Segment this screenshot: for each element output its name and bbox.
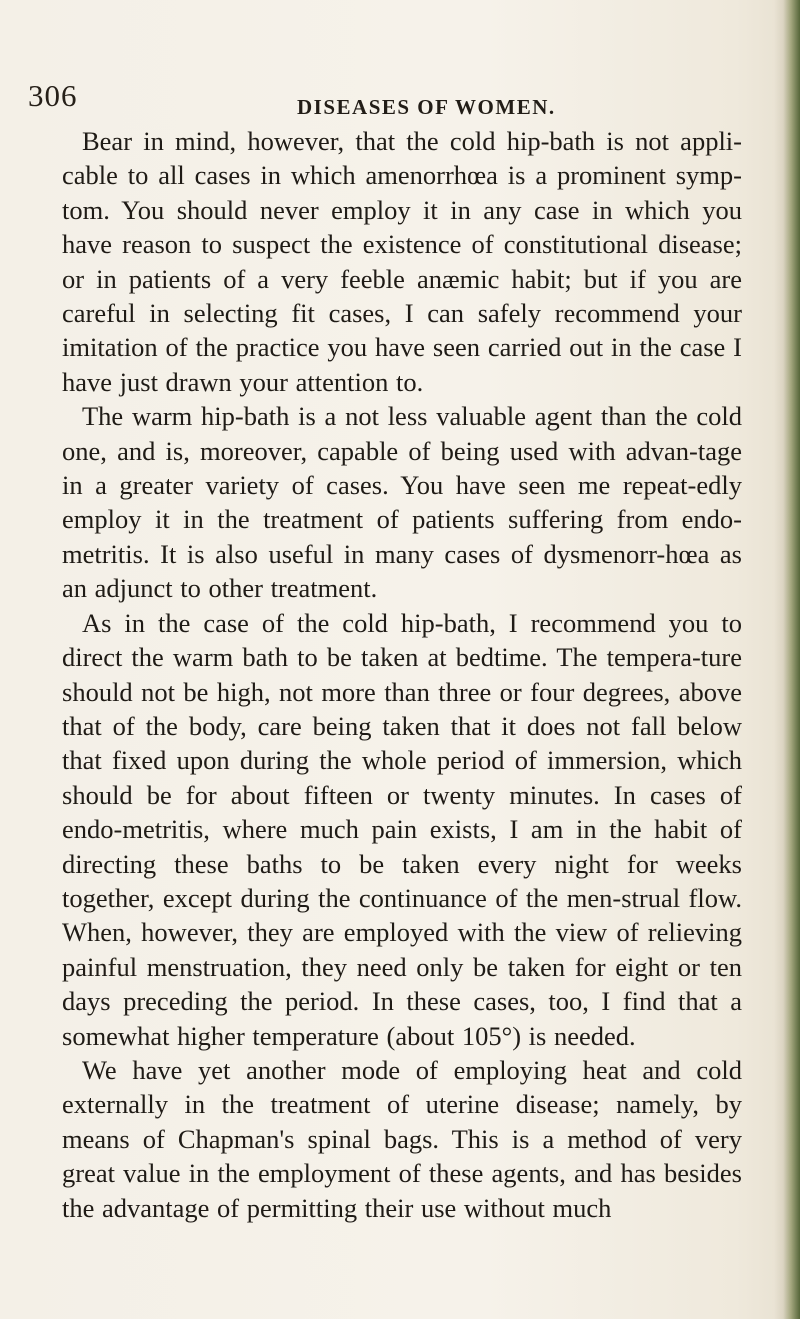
running-head: DISEASES OF WOMEN. [297, 95, 556, 119]
page-edge-shadow [774, 0, 800, 1319]
paragraph-spinal-bags: We have yet another mode of employing heat and cold externally in the treatment of uterine disease; namely, by means of Chapman's spinal bags. This is a method of very great value in the employment of these agents, and has besides the advantage of permitting their use without much [62, 1054, 742, 1223]
paragraph-cold-hip-bath: Bear in mind, however, that the cold hip-bath is not appli-cable to all cases in which amenorrhœa is a prominent symp-tom. You should never employ it in any case in which you have reason to suspect the existence of constitutional disease; or in patients of a very feeble anæmic habit; but if you are careful in selecting fit cases, I can safely recommend your imitation of the practice you have seen carried out in the case I have just drawn your attention to. [62, 126, 742, 397]
paragraph-warm-hip-bath: The warm hip-bath is a not less valuable agent than the cold one, and is, moreover, capable of being used with advan-tage in a greater variety of cases. You have seen me repeat-edly employ it in the treatment of patients suffering from endo-metritis. It is also useful in many cases of dysmenorr-hœa as an adjunct to other treatment. [62, 401, 742, 604]
paragraph-bedtime-bath: As in the case of the cold hip-bath, I recommend you to direct the warm bath to be taken at bedtime. The tempera-ture should not be high, not more than three or four degrees, above that of the body, care being taken that it does not fall below that fixed upon during the whole period of immersion, which should be for about fifteen or twenty minutes. In cases of endo-metritis, where much pain exists, I am in the habit of directing these baths to be taken every night for weeks together, except during the continuance of the men-strual flow. When, however, they are employed with the view of relieving painful menstruation, they need only be taken for eight or ten days preceding the period. In these cases, too, I find that a somewhat higher temperature (about 105°) is needed. [62, 607, 742, 1051]
page-number: 306 [28, 78, 78, 113]
body-text [62, 124, 742, 1225]
